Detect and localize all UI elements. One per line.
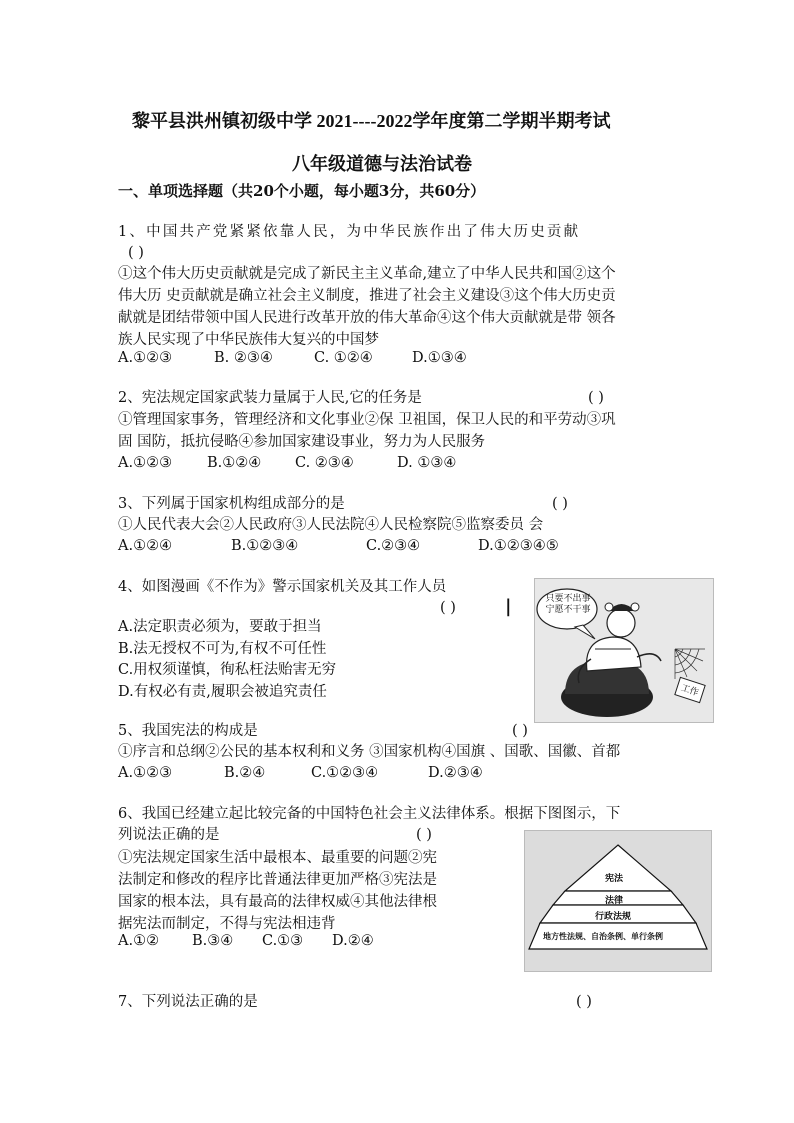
question-7-paren: ( ) (576, 994, 592, 1010)
text-cursor: | (505, 596, 512, 617)
question-1-line: 伟大历 史贡献就是确立社会主义制度，推进了社会主义建设③这个伟大历史贡 (118, 288, 616, 304)
exam-subtitle: 八年级道德与法治试卷 (292, 154, 472, 174)
question-2-paren: ( ) (588, 390, 604, 406)
question-1-line: ①这个伟大历史贡献就是完成了新民主主义革命,建立了中华人民共和国②这个 (118, 266, 616, 282)
question-6-stem-continued: 列说法正确的是 (118, 827, 220, 843)
option-b: B.③④ (192, 933, 234, 949)
option-d: D.①②③④⑤ (478, 538, 559, 554)
question-5-stem: 5、我国宪法的构成是 (118, 723, 258, 739)
option-c: C.①②③④ (311, 765, 379, 781)
option-a: A.①② (118, 933, 160, 949)
question-1-line: 族人民实现了中华民族伟大复兴的中国梦 (118, 332, 379, 348)
law-pyramid-figure (524, 830, 712, 972)
option-b: B.法无授权不可为,有权不可任性 (118, 641, 327, 657)
bubble-text: 只要不出事 (545, 594, 591, 604)
option-a: A.①②④ (118, 538, 173, 554)
exam-title: 黎平县洪州镇初级中学 2021----2022学年度第二学期半期考试 (132, 111, 611, 131)
bubble-text: 宁愿不干事 (545, 605, 591, 615)
question-3-line: ①人民代表大会②人民政府③人民法院④人民检察院⑤监察委员 会 (118, 517, 544, 533)
option-c: C.②③④ (366, 538, 421, 554)
question-6-line: ①宪法规定国家生活中最根本、最重要的问题②宪 (118, 850, 437, 866)
question-2-line: 固 国防，抵抗侵略④参加国家建设事业，努力为人民服务 (118, 434, 486, 450)
question-6-line: 法制定和修改的程序比普通法律更加严格③宪法是 (118, 872, 437, 888)
option-c: C.①③ (262, 933, 304, 949)
question-6-line: 据宪法而制定，不得与宪法相违背 (118, 916, 336, 932)
cartoon-figure (534, 578, 714, 723)
option-b: B.②④ (224, 765, 266, 781)
question-2-line: ①管理国家事务，管理经济和文化事业②保 卫祖国，保卫人民的和平劳动③巩 (118, 412, 616, 428)
question-3-stem: 3、下列属于国家机构组成部分的是 (118, 496, 345, 512)
question-2-stem: 2、宪法规定国家武装力量属于人民,它的任务是 (118, 390, 422, 406)
option-a: A.①②③ (118, 350, 173, 366)
option-b: B.①②③④ (231, 538, 299, 554)
question-6-line: 国家的根本法，具有最高的法律权威④其他法律根 (118, 894, 437, 910)
option-d: D.有权必有责,履职会被追究责任 (118, 684, 327, 700)
question-5-line: ①序言和总纲②公民的基本权利和义务 ③国家机构④国旗 、国歌、国徽、首都 (118, 744, 621, 760)
question-5-paren: ( ) (512, 723, 528, 739)
question-6-stem: 6、我国已经建立起比较完备的中国特色社会主义法律体系。根据下图图示，下 (118, 806, 621, 822)
question-3-paren: ( ) (552, 496, 568, 512)
option-d: D. ①③④ (397, 455, 457, 471)
option-c: C. ②③④ (295, 455, 354, 471)
option-d: D.①③④ (412, 350, 467, 366)
option-a: A.①②③ (118, 765, 173, 781)
option-a: A.法定职责必须为，要敢于担当 (118, 619, 322, 635)
question-7-stem: 7、下列说法正确的是 (118, 994, 258, 1010)
question-1-stem: 1、中国共产党紧紧依靠人民，为中华民族作出了伟大历史贡献 (118, 224, 581, 240)
pyramid-level-local-regulations: 地方性法规、自治条例、单行条例 (543, 932, 663, 941)
pyramid-level-admin-regulations: 行政法规 (595, 912, 632, 922)
pyramid-level-law: 法律 (605, 896, 624, 906)
question-4-paren: ( ) (440, 600, 456, 616)
section-heading: 一、单项选择题（共20个小题，每小题3分，共60分） (118, 182, 486, 200)
option-d: D.②③④ (428, 765, 483, 781)
option-d: D.②④ (332, 933, 374, 949)
pyramid-level-constitution: 宪法 (605, 874, 624, 884)
sign-text: 工作 (679, 683, 700, 699)
option-a: A.①②③ (118, 455, 173, 471)
question-4-stem: 4、如图漫画《不作为》警示国家机关及其工作人员 (118, 579, 447, 595)
option-b: B.①②④ (207, 455, 262, 471)
question-6-paren: ( ) (416, 827, 432, 843)
question-1-line: 献就是团结带领中国人民进行改革开放的伟大革命④这个伟大贡献就是带 领各 (118, 310, 616, 326)
question-1-paren: ( ) (128, 245, 144, 261)
option-c: C. ①②④ (314, 350, 373, 366)
option-b: B. ②③④ (214, 350, 273, 366)
option-c: C.用权须谨慎，徇私枉法贻害无穷 (118, 662, 337, 678)
